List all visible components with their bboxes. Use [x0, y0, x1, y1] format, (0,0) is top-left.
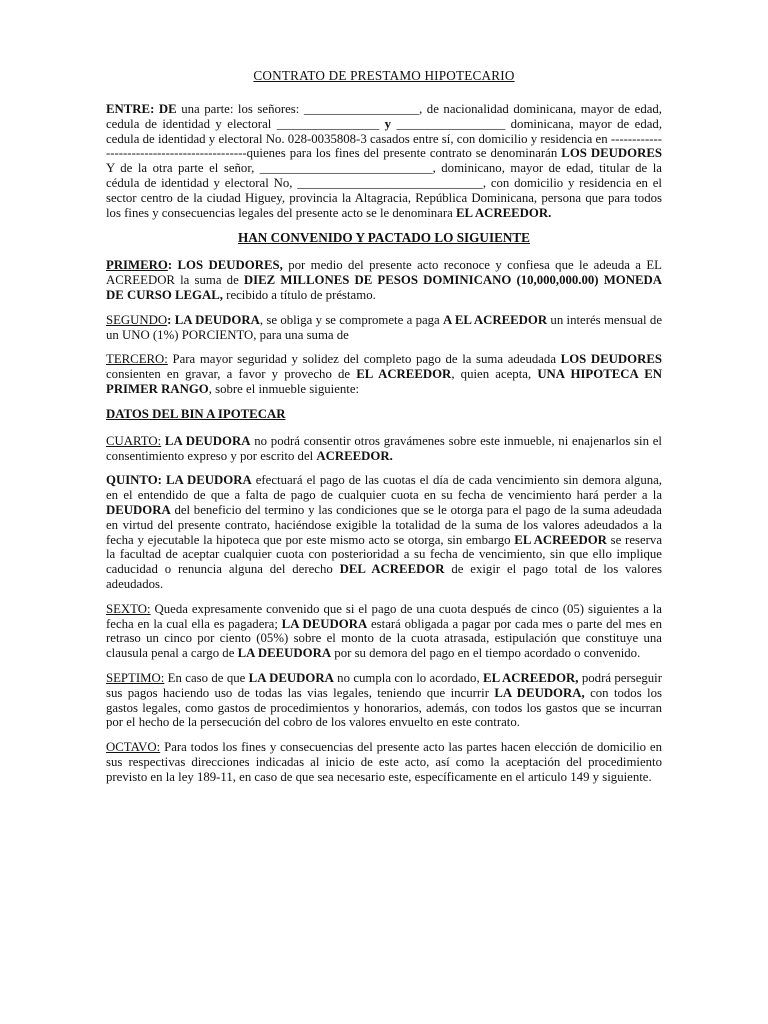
text-segment: con todos los gastos legales, como gastos de procedimientos y honorarios, además, con todos los gastos que se incurran por el hecho de la persecución del cobro de los valores envuelto en este contrato. — [106, 685, 662, 730]
clause-label: PRIMERO — [106, 258, 168, 273]
bold-term: LA DEUDORA — [248, 670, 334, 685]
clause-label: SEPTIMO: — [106, 670, 165, 685]
los-deudores-term: LOS DEUDORES — [561, 146, 663, 161]
bold-term: LA DEUDORA — [161, 433, 251, 448]
text-segment: Y de la otra parte el señor, — [106, 161, 260, 176]
text-segment: una parte: los señores: — [176, 102, 304, 116]
bold-term: A EL ACREEDOR — [443, 312, 548, 327]
text-segment: consienten en gravar, a favor y provecho de — [106, 367, 357, 382]
text-segment: Queda expresamente convenido que si el pago de una cuota después de cinco (05) siguientes a la fecha en la cual ella es pagadera; — [106, 601, 662, 631]
clause-label: OCTAVO: — [106, 740, 161, 755]
text-segment: por medio del presente acto reconoce y confiesa que le adeuda a EL ACREEDOR la suma de — [106, 258, 663, 288]
text-segment: podrá perseguir sus pagos haciendo uso de todas las vias legales, teniendo que incurrir — [106, 670, 662, 700]
text-segment: dominicana, mayor de edad, cedula de identidad y electoral No. 028-0035808-3 casados entre sí, con domicilio y residencia en ---------------------------------------------quienes para los fines del presente contrato se denominarán — [106, 116, 663, 161]
bold-term: EL ACREEDOR — [514, 532, 607, 547]
bold-term: DEUDORA — [106, 502, 171, 517]
clause-segundo — [106, 313, 662, 343]
clause-colon: : — [167, 258, 173, 273]
datos-heading: DATOS DEL BIN A IPOTECAR — [106, 406, 286, 421]
clause-sexto — [106, 602, 662, 661]
text-segment: efectuará el pago de las cuotas el día de cada vencimiento sin demora alguna, en el entendido de que a falta de pago de cualquier cuota en su fecha de vencimiento hará perder a la — [106, 473, 662, 503]
clause-tercero — [106, 352, 662, 396]
text-segment: no podrá consentir otros gravámenes sobre este inmueble, ni enajenarlos sin el consentimiento expreso y por escrito del — [106, 433, 662, 463]
clause-primero — [106, 258, 662, 302]
section-heading: HAN CONVENIDO Y PACTADO LO SIGUIENTE — [238, 230, 530, 246]
text-segment: Para mayor seguridad y solidez del completo pago de la suma adeudada — [167, 352, 561, 367]
bold-term: LA DEUDORA, — [494, 685, 585, 700]
bold-term: LOS DEUDORES, — [172, 258, 283, 273]
text-segment: , se obliga y se compromete a paga — [259, 312, 444, 327]
text-segment: recibido a título de préstamo. — [222, 287, 376, 302]
blank-line: _____________________________ — [297, 175, 483, 190]
text-segment: se reserva la facultad de aceptar cualquier cuota con posterioridad a su fecha de vencimiento, sin que ello implique caducidad o renuncia alguna del derecho — [106, 532, 663, 577]
text-segment: del beneficio del termino y las condiciones que se le otorga para el pago de la suma adeudada en virtud del presente contrato, haciéndose exigible la totalidad de la suma de los valores adeudados a la fecha y ejecutable la hipoteca que por este mismo acto se otorga, sin embargo — [106, 502, 662, 547]
text-segment: por su demora del pago en el tiempo acordado o convenido. — [331, 646, 641, 661]
document-title: CONTRATO DE PRESTAMO HIPOTECARIO — [253, 68, 515, 83]
text-segment: , de nacionalidad dominicana, mayor de edad, cedula de identidad y electoral — [106, 102, 663, 131]
text-segment: , con domicilio y residencia en el sector centro de la ciudad Higuey, provincia la Altagracia, República Dominicana, persona que para todos los fines y consecuencias legales del presente acto se le denominara — [106, 175, 662, 220]
bold-term: DEL ACREEDOR — [339, 562, 445, 577]
blank-line: ___________________________ — [259, 161, 433, 176]
clause-label: TERCERO: — [106, 352, 168, 367]
clause-cuarto — [106, 434, 662, 464]
bold-term: LA DEEUDORA — [237, 646, 332, 661]
clause-octavo — [106, 740, 662, 784]
blank-line: __________________ — [303, 102, 420, 116]
clause-label: QUINTO: LA DEUDORA — [106, 473, 252, 488]
bold-term: DIEZ MILLONES DE PESOS DOMINICANO (10,000,000.00) MONEDA DE CURSO LEGAL, — [106, 273, 662, 302]
entre-paragraph — [106, 102, 662, 220]
bold-term: EL ACREEDOR — [356, 367, 452, 382]
text-segment: un interés mensual de un UNO (1%) PORCIENTO, para una suma de — [106, 312, 662, 342]
text-segment: En caso de que — [164, 670, 249, 685]
bold-term: UNA HIPOTECA EN PRIMER RANGO — [106, 367, 662, 396]
text-segment: , dominicano, mayor de edad, titular de la cédula de identidad y electoral No, — [106, 161, 662, 190]
bold-term: LA DEUDORA — [281, 616, 368, 631]
bold-term: LA DEUDORA — [171, 312, 260, 327]
text-segment: , quien acepta, — [451, 367, 538, 382]
el-acreedor-term: EL ACREEDOR. — [456, 205, 552, 220]
clause-colon: : — [167, 312, 172, 327]
bold-term: EL ACREEDOR, — [483, 670, 579, 685]
text-segment: estará obligada a pagar por cada mes o parte del mes en retraso un cinco por ciento (05%) sobre el monto de la cuota atrasada, estipulación que constituye una clausula penal a cargo de — [106, 616, 662, 661]
clause-label: SEGUNDO — [106, 312, 168, 327]
bold-term: LOS DEUDORES — [560, 352, 663, 367]
bold-term: ACREEDOR. — [316, 448, 393, 463]
entre-label: ENTRE: DE — [106, 102, 177, 116]
clause-label: SEXTO: — [106, 601, 151, 616]
blank-line: ________________ — [276, 116, 380, 131]
text-segment: Para todos los fines y consecuencias del presente acto las partes hacen elección de domicilio en sus respectivas direcciones indicadas al inicio de este acto, así como la aceptación del procedimiento previsto en la ley 189-11, en caso de que sea necesario este, específicamente en el articulo 149 y siguiente. — [106, 740, 662, 784]
text-y: y — [379, 116, 397, 131]
clause-label: CUARTO: — [106, 433, 162, 448]
text-segment: no cumpla con lo acordado, — [333, 670, 484, 685]
blank-line: _________________ — [396, 116, 506, 131]
clause-quinto — [106, 473, 662, 591]
clause-septimo — [106, 671, 662, 730]
text-segment: de exigir el pago total de los valores adeudados. — [106, 562, 662, 591]
text-segment: , sobre el inmueble siguiente: — [208, 381, 360, 396]
